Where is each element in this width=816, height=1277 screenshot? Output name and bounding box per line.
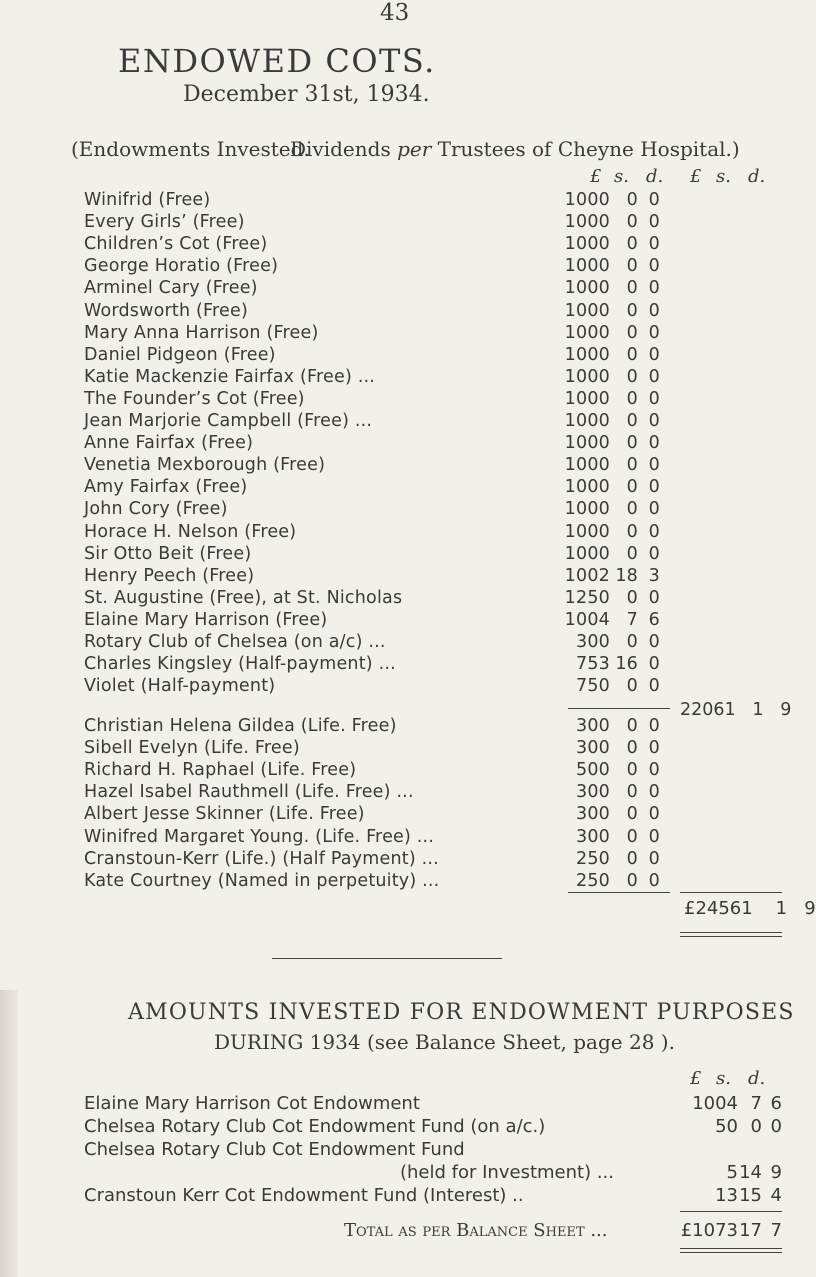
amount-pence: 0 — [770, 1116, 782, 1137]
endowment-pence: 0 — [648, 848, 660, 869]
endowment-pounds: 1000 — [564, 499, 610, 520]
endowment-name: St. Augustine (Free), at St. Nicholas — [84, 587, 403, 608]
endowment-name: Arminel Cary (Free) — [84, 278, 258, 299]
endowment-row — [0, 782, 800, 804]
endowment-name: Every Girls’ (Free) — [84, 212, 245, 233]
amount-label: Chelsea Rotary Club Cot Endowment Fund (on a/c.) — [84, 1116, 546, 1137]
endowment-pence: 0 — [648, 870, 660, 891]
endowment-pence: 0 — [648, 632, 660, 652]
endowment-shillings: 0 — [626, 477, 638, 498]
endowment-pounds: 300 — [575, 716, 610, 736]
amount-pence: 6 — [770, 1093, 782, 1114]
amount-row — [0, 1185, 800, 1209]
endowment-row — [0, 676, 800, 698]
endowment-shillings: 0 — [626, 738, 638, 759]
endowment-pence: 0 — [648, 654, 660, 675]
amounts-rule — [680, 1211, 782, 1212]
grand-total — [684, 898, 816, 919]
endowment-row — [0, 522, 800, 544]
endowment-pounds: 1000 — [564, 190, 610, 210]
endowment-row — [0, 455, 800, 477]
subtotal-rule — [568, 708, 670, 709]
endowment-row — [0, 278, 800, 300]
endowment-name: Hazel Isabel Rauthmell (Life. Free) ... — [84, 782, 414, 803]
subtotal-free-pence: 9 — [780, 700, 792, 720]
endowment-pence: 6 — [648, 609, 660, 630]
subtotal-free-pounds: 22061 — [680, 700, 736, 720]
subtotal-free-shillings: 1 — [752, 700, 764, 720]
endowment-shillings: 0 — [626, 212, 638, 233]
endowment-pence: 0 — [648, 190, 660, 210]
endowment-pounds: 1000 — [564, 234, 610, 255]
amount-label: (held for Investment) ... — [400, 1162, 614, 1183]
endowment-pounds: 750 — [575, 676, 610, 697]
page-date: December 31st, 1934. — [183, 82, 430, 107]
amount-pounds: 50 — [715, 1116, 738, 1137]
endowment-row — [0, 190, 800, 212]
endowment-row — [0, 588, 800, 610]
pence-header-inner: d. — [646, 166, 664, 187]
endowment-row — [0, 871, 800, 893]
endowment-name: Winifred Margaret Young. (Life. Free) ... — [84, 826, 435, 847]
endowment-pence: 0 — [648, 760, 660, 781]
endowment-row — [0, 411, 800, 433]
amounts-total-shillings: 17 — [739, 1220, 762, 1241]
endowment-row — [0, 632, 800, 654]
amount-pounds: 5 — [726, 1162, 738, 1183]
endowment-name: Anne Fairfax (Free) — [84, 433, 254, 454]
endowment-shillings: 0 — [626, 344, 638, 365]
endowment-shillings: 0 — [626, 388, 638, 409]
amount-pence: 4 — [770, 1185, 782, 1206]
endowment-shillings: 0 — [626, 782, 638, 803]
endowment-name: Sir Otto Beit (Free) — [84, 543, 252, 564]
amounts-total-label: Total as per Balance Sheet ... — [344, 1220, 608, 1241]
endowment-name: Henry Peech (Free) — [84, 565, 255, 586]
endowment-name: Sibell Evelyn (Life. Free) — [84, 738, 300, 759]
endowment-name: Katie Mackenzie Fairfax (Free) ... — [84, 366, 376, 387]
amount-pence: 9 — [770, 1162, 782, 1183]
endowment-shillings: 0 — [626, 278, 638, 299]
amount-shillings: 7 — [750, 1093, 762, 1114]
endowment-pounds: 250 — [575, 848, 610, 869]
endowment-pounds: 1000 — [564, 543, 610, 564]
endowment-shillings: 0 — [626, 190, 638, 210]
endowment-row — [0, 212, 800, 234]
amount-shillings: 0 — [750, 1116, 762, 1137]
endowment-name: Wordsworth (Free) — [84, 300, 249, 321]
endowment-pence: 0 — [648, 212, 660, 233]
endowment-pounds: 1000 — [564, 433, 610, 454]
endowment-row — [0, 323, 800, 345]
endowment-row — [0, 345, 800, 367]
endowment-row — [0, 716, 800, 738]
endowment-shillings: 0 — [626, 256, 638, 277]
endowment-pounds: 500 — [575, 760, 610, 781]
endowment-row — [0, 760, 800, 782]
endowment-name: Children’s Cot (Free) — [84, 234, 268, 255]
amount-row — [0, 1093, 800, 1117]
endowment-shillings: 0 — [626, 848, 638, 869]
amount-pounds: 1004 — [692, 1093, 738, 1114]
endowment-pounds: 1000 — [564, 212, 610, 233]
endowment-row — [0, 367, 800, 389]
endowment-pence: 0 — [648, 455, 660, 476]
endowment-shillings: 0 — [626, 543, 638, 564]
endowment-pounds: 1000 — [564, 366, 610, 387]
amount-row — [0, 1116, 800, 1140]
right-column-caption: Dividends per Trustees of Cheyne Hospital.) — [290, 137, 740, 161]
endowment-pence: 0 — [648, 366, 660, 387]
amounts-heading: AMOUNTS INVESTED FOR ENDOWMENT PURPOSES — [128, 1000, 795, 1025]
endowment-row — [0, 499, 800, 521]
endowment-shillings: 0 — [626, 632, 638, 652]
endowment-pounds: 300 — [575, 632, 610, 652]
endowment-shillings: 0 — [626, 716, 638, 736]
endowment-name: Cranstoun-Kerr (Life.) (Half Payment) ... — [84, 848, 439, 869]
amounts-total-row — [0, 1220, 800, 1244]
amounts-pounds-header: £ — [690, 1068, 702, 1089]
endowment-pounds: 1000 — [564, 344, 610, 365]
amount-shillings: 15 — [739, 1185, 762, 1206]
pence-header-outer: d. — [748, 166, 766, 187]
endowment-shillings: 0 — [626, 760, 638, 781]
endowment-pounds: 1000 — [564, 278, 610, 299]
endowment-name: Violet (Half-payment) — [84, 676, 276, 697]
endowment-name: Richard H. Raphael (Life. Free) — [84, 760, 357, 781]
endowment-shillings: 0 — [626, 676, 638, 697]
endowment-shillings: 0 — [626, 587, 638, 608]
endowment-pence: 0 — [648, 543, 660, 564]
endowment-name: Horace H. Nelson (Free) — [84, 521, 297, 542]
endowment-pence: 0 — [648, 804, 660, 825]
endowment-shillings: 7 — [626, 609, 638, 630]
page-number: 43 — [380, 0, 410, 26]
grand-total-double-rule — [680, 932, 782, 937]
endowment-row — [0, 566, 800, 588]
endowment-pence: 0 — [648, 411, 660, 431]
endowment-shillings: 16 — [615, 654, 638, 675]
endowment-row — [0, 234, 800, 256]
amount-label: Cranstoun Kerr Cot Endowment Fund (Interest) .. — [84, 1185, 524, 1206]
endowment-shillings: 18 — [615, 565, 638, 586]
endowment-shillings: 0 — [626, 234, 638, 255]
amount-row — [0, 1162, 800, 1186]
amounts-shillings-header: s. — [716, 1068, 731, 1089]
endowment-shillings: 0 — [626, 826, 638, 847]
endowment-name: Christian Helena Gildea (Life. Free) — [84, 716, 397, 736]
endowment-pounds: 1000 — [564, 477, 610, 498]
endowment-row — [0, 804, 800, 826]
endowment-shillings: 0 — [626, 870, 638, 891]
endowment-name: Mary Anna Harrison (Free) — [84, 322, 319, 343]
endowment-pence: 0 — [648, 278, 660, 299]
endowment-name: Kate Courtney (Named in perpetuity) ... — [84, 870, 440, 891]
endowment-row — [0, 849, 800, 871]
endowment-shillings: 0 — [626, 366, 638, 387]
endowment-pounds: 300 — [575, 826, 610, 847]
endowment-pounds: 753 — [575, 654, 610, 675]
endowment-pounds: 250 — [575, 870, 610, 891]
endowment-name: The Founder’s Cot (Free) — [84, 388, 305, 409]
endowment-pence: 0 — [648, 676, 660, 697]
endowment-pence: 0 — [648, 433, 660, 454]
endowment-row — [0, 827, 800, 849]
endowment-shillings: 0 — [626, 300, 638, 321]
left-column-caption: (Endowments Invested. — [71, 137, 310, 161]
endowment-row — [0, 389, 800, 411]
amount-row — [0, 1139, 800, 1163]
endowment-shillings: 0 — [626, 804, 638, 825]
endowment-name: Charles Kingsley (Half-payment) ... — [84, 654, 396, 675]
endowment-pence: 0 — [648, 256, 660, 277]
endowment-pence: 0 — [648, 300, 660, 321]
endowment-shillings: 0 — [626, 411, 638, 431]
endowment-pounds: 300 — [575, 804, 610, 825]
endowment-name: John Cory (Free) — [84, 499, 228, 520]
amounts-subheading: DURING 1934 (see Balance Sheet, page 28 ). — [214, 1030, 675, 1054]
endowment-pounds: 300 — [575, 782, 610, 803]
endowment-pounds: 1000 — [564, 411, 610, 431]
endowment-name: Jean Marjorie Campbell (Free) ... — [84, 411, 373, 431]
endowment-name: Venetia Mexborough (Free) — [84, 455, 326, 476]
endowment-row — [0, 654, 800, 676]
endowment-pence: 0 — [648, 344, 660, 365]
endowment-pence: 0 — [648, 826, 660, 847]
shillings-header-inner: s. — [614, 166, 629, 187]
endowment-pounds: 1250 — [564, 587, 610, 608]
endowment-name: Winifrid (Free) — [84, 190, 211, 210]
endowment-pence: 0 — [648, 499, 660, 520]
endowment-pounds: 1000 — [564, 256, 610, 277]
grand-total-pounds: £24561 — [684, 898, 753, 919]
endowment-pounds: 1000 — [564, 388, 610, 409]
endowment-row — [0, 544, 800, 566]
endowment-pounds: 300 — [575, 738, 610, 759]
amount-label: Elaine Mary Harrison Cot Endowment — [84, 1093, 420, 1114]
endowment-pence: 0 — [648, 388, 660, 409]
endowment-name: Amy Fairfax (Free) — [84, 477, 248, 498]
endowment-name: Albert Jesse Skinner (Life. Free) — [84, 804, 365, 825]
endowment-row — [0, 433, 800, 455]
endowment-pence: 0 — [648, 234, 660, 255]
endowment-pounds: 1000 — [564, 521, 610, 542]
endowment-pence: 0 — [648, 477, 660, 498]
amounts-total-pence: 7 — [770, 1220, 782, 1241]
pounds-header-inner: £ — [590, 166, 602, 187]
amounts-total-pounds: £1073 — [680, 1220, 738, 1241]
endowment-pounds: 1000 — [564, 455, 610, 476]
life-bottom-rule — [568, 892, 670, 893]
endowment-pence: 0 — [648, 521, 660, 542]
endowment-pence: 0 — [648, 322, 660, 343]
endowment-row — [0, 738, 800, 760]
page-title: ENDOWED COTS. — [118, 42, 436, 80]
pounds-header-outer: £ — [690, 166, 702, 187]
endowment-shillings: 0 — [626, 455, 638, 476]
amount-label: Chelsea Rotary Club Cot Endowment Fund — [84, 1139, 465, 1160]
endowment-row — [0, 477, 800, 499]
endowment-pence: 0 — [648, 716, 660, 736]
amounts-pence-header: d. — [748, 1068, 766, 1089]
endowment-shillings: 0 — [626, 521, 638, 542]
endowment-shillings: 0 — [626, 433, 638, 454]
endowment-name: Daniel Pidgeon (Free) — [84, 344, 276, 365]
shillings-header-outer: s. — [716, 166, 731, 187]
endowment-name: Elaine Mary Harrison (Free) — [84, 609, 328, 630]
grand-total-shillings: 1 — [775, 898, 788, 919]
endowment-name: George Horatio (Free) — [84, 256, 279, 277]
amount-pounds: 13 — [715, 1185, 738, 1206]
endowment-pence: 0 — [648, 587, 660, 608]
endowment-row — [0, 610, 800, 632]
endowment-pence: 3 — [648, 565, 660, 586]
endowment-name: Rotary Club of Chelsea (on a/c) ... — [84, 632, 386, 652]
endowment-pounds: 1000 — [564, 300, 610, 321]
grand-total-pence: 9 — [804, 898, 816, 919]
endowment-row — [0, 256, 800, 278]
endowment-shillings: 0 — [626, 322, 638, 343]
amount-shillings: 14 — [739, 1162, 762, 1183]
endowment-pence: 0 — [648, 738, 660, 759]
amounts-total-double-rule — [680, 1248, 782, 1253]
endowment-pounds: 1000 — [564, 322, 610, 343]
endowment-row — [0, 301, 800, 323]
section-divider — [272, 958, 502, 959]
outer-rule — [680, 892, 782, 893]
endowment-pounds: 1002 — [564, 565, 610, 586]
endowment-pounds: 1004 — [564, 609, 610, 630]
endowment-pence: 0 — [648, 782, 660, 803]
endowment-shillings: 0 — [626, 499, 638, 520]
